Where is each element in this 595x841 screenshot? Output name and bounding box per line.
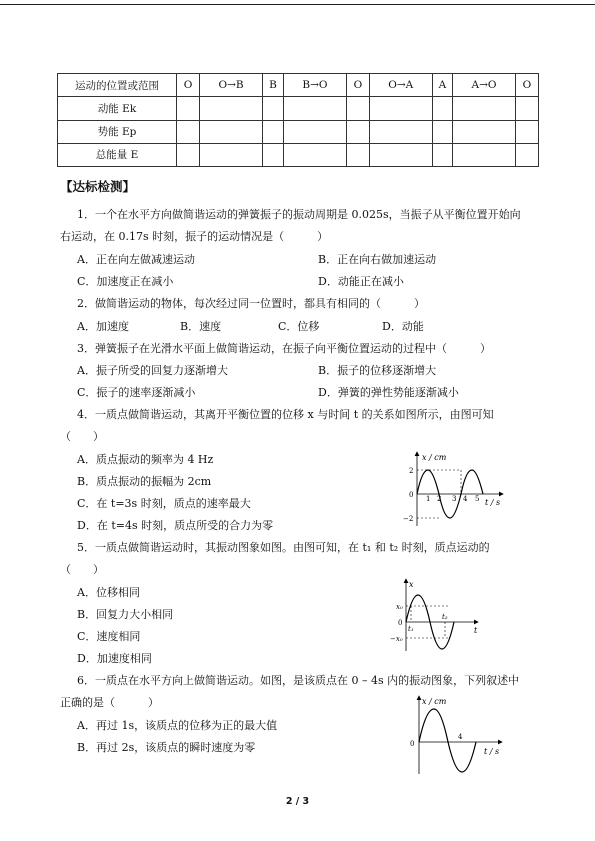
q4-option-a: A．质点振动的频率为 4 Hz — [77, 453, 214, 466]
table-cell — [263, 120, 284, 143]
table-cell — [453, 143, 516, 166]
q6-option-a: A．再过 1s，该质点的位移为正的最大值 — [77, 719, 278, 732]
q5-option-c: C．速度相同 — [77, 630, 141, 643]
table-header-cell: A — [432, 74, 453, 97]
q5-option-a: A．位移相同 — [77, 586, 140, 599]
q1-stem-line1: 1．一个在水平方向做简谐运动的弹簧振子的振动周期是 0.025s，当振子从平衡位置开始向 — [77, 208, 521, 221]
table-cell — [283, 97, 346, 120]
q4-option-b: B．质点振动的振幅为 2cm — [77, 475, 212, 488]
t2-label: t₂ — [442, 613, 448, 621]
table-cell — [432, 97, 453, 120]
x-axis-label: t / s — [484, 747, 500, 756]
table-cell — [453, 97, 516, 120]
table-cell — [515, 120, 538, 143]
table-cell — [453, 120, 516, 143]
energy-table — [57, 73, 539, 167]
neg-x0-label: −x₀ — [390, 635, 403, 643]
y-tick-label: −2 — [403, 515, 414, 523]
table-cell — [177, 97, 200, 120]
origin-label: 0 — [398, 619, 403, 627]
table-header-cell: O — [177, 74, 200, 97]
x-axis-label: t / s — [485, 498, 501, 507]
q1-option-b: B．正在向右做加速运动 — [318, 253, 437, 266]
page-number: 2 / 3 — [285, 796, 310, 807]
x-tick-label: 1 — [426, 495, 431, 503]
table-cell — [263, 143, 284, 166]
q1-stem-line2: 右运动，在 0.17s 时刻，振子的运动情况是（ ） — [60, 230, 329, 243]
q3-option-b: B．振子的位移逐渐增大 — [318, 364, 437, 377]
section-title: 【达标检测】 — [60, 179, 136, 194]
table-header-cell: 运动的位置或范围 — [58, 74, 177, 97]
q4-option-c: C．在 t=3s 时刻，质点的速率最大 — [77, 497, 251, 510]
q6-graph — [404, 692, 509, 777]
page-top-rule — [0, 4, 595, 5]
table-cell — [369, 120, 432, 143]
q2-stem: 2．做简谐运动的物体，每次经过同一位置时，都具有相同的（ ） — [77, 297, 425, 310]
table-row — [58, 143, 539, 166]
y-axis-label: x — [409, 580, 414, 589]
q2-option-c: C．位移 — [278, 320, 320, 333]
table-row — [58, 120, 539, 143]
table-cell — [263, 97, 284, 120]
table-cell — [200, 143, 263, 166]
q3-option-d: D．弹簧的弹性势能逐渐减小 — [318, 386, 459, 399]
table-cell — [346, 120, 369, 143]
y-axis-label: x / cm — [422, 697, 447, 706]
origin-label: 0 — [410, 740, 415, 748]
table-row-label: 总能量 E — [58, 143, 177, 166]
q5-stem-line1: 5．一质点做简谐运动时，其振动图象如图。由图可知，在 t₁ 和 t₂ 时刻，质点运动的 — [77, 541, 490, 554]
x0-label: x₀ — [396, 603, 403, 611]
table-cell — [432, 120, 453, 143]
q4-stem-line1: 4．一质点做简谐运动，其离开平衡位置的位移 x 与时间 t 的关系如图所示，由图可知 — [77, 408, 494, 421]
q5-option-b: B．回复力大小相同 — [77, 608, 174, 621]
q1-option-d: D．动能正在减小 — [318, 275, 404, 288]
table-header-cell: O→B — [200, 74, 263, 97]
table-cell — [177, 143, 200, 166]
table-header-cell: O→A — [369, 74, 432, 97]
table-cell — [369, 143, 432, 166]
y-axis-label: x / cm — [422, 453, 447, 462]
table-cell — [346, 143, 369, 166]
y-tick-label: 2 — [409, 467, 414, 475]
q6-stem-line2: 正确的是（ ） — [60, 696, 159, 709]
table-row — [58, 97, 539, 120]
q3-option-c: C．振子的速率逐渐减小 — [77, 386, 196, 399]
table-cell — [515, 143, 538, 166]
q2-option-a: A．加速度 — [77, 320, 129, 333]
q5-graph — [388, 575, 488, 655]
q4-stem-line2: （ ） — [60, 430, 104, 443]
q3-option-a: A．振子所受的回复力逐渐增大 — [77, 364, 228, 377]
table-cell — [283, 120, 346, 143]
table-cell — [432, 143, 453, 166]
t1-label: t₁ — [408, 625, 414, 633]
table-cell — [515, 97, 538, 120]
x-tick-label: 4 — [463, 495, 468, 503]
x-tick-label: 4 — [458, 733, 463, 741]
table-header-cell: A→O — [453, 74, 516, 97]
sine-curve — [419, 709, 476, 772]
table-header-cell: B→O — [283, 74, 346, 97]
table-cell — [200, 120, 263, 143]
table-cell — [283, 143, 346, 166]
table-header-cell: O — [346, 74, 369, 97]
x-tick-label: 3 — [452, 495, 457, 503]
q3-stem: 3．弹簧振子在光滑水平面上做简谐运动，在振子向平衡位置运动的过程中（ ） — [77, 342, 491, 355]
origin-label: 0 — [409, 491, 414, 499]
table-row — [58, 74, 539, 97]
table-header-cell: B — [263, 74, 284, 97]
q6-option-b: B．再过 2s，该质点的瞬时速度为零 — [77, 741, 256, 754]
q2-option-b: B．速度 — [180, 320, 222, 333]
table-cell — [177, 120, 200, 143]
table-cell — [200, 97, 263, 120]
table-row-label: 势能 Ep — [58, 120, 177, 143]
table-cell — [346, 97, 369, 120]
q5-option-d: D．加速度相同 — [77, 652, 152, 665]
q4-graph — [395, 448, 510, 530]
x-tick-label: 5 — [475, 495, 480, 503]
q6-stem-line1: 6．一质点在水平方向上做简谐运动。如图，是该质点在 0 – 4s 内的振动图象，下列叙述中 — [77, 674, 520, 687]
q1-option-c: C．加速度正在减小 — [77, 275, 174, 288]
q2-option-d: D．动能 — [382, 320, 424, 333]
q4-option-d: D．在 t=4s 时刻，质点所受的合力为零 — [77, 519, 274, 532]
table-header-cell: O — [515, 74, 538, 97]
table-row-label: 动能 Ek — [58, 97, 177, 120]
q5-stem-line2: （ ） — [60, 563, 104, 576]
x-tick-label: 2 — [437, 495, 442, 503]
q1-option-a: A．正在向左做减速运动 — [77, 253, 195, 266]
x-axis-label: t — [474, 626, 478, 635]
table-cell — [369, 97, 432, 120]
